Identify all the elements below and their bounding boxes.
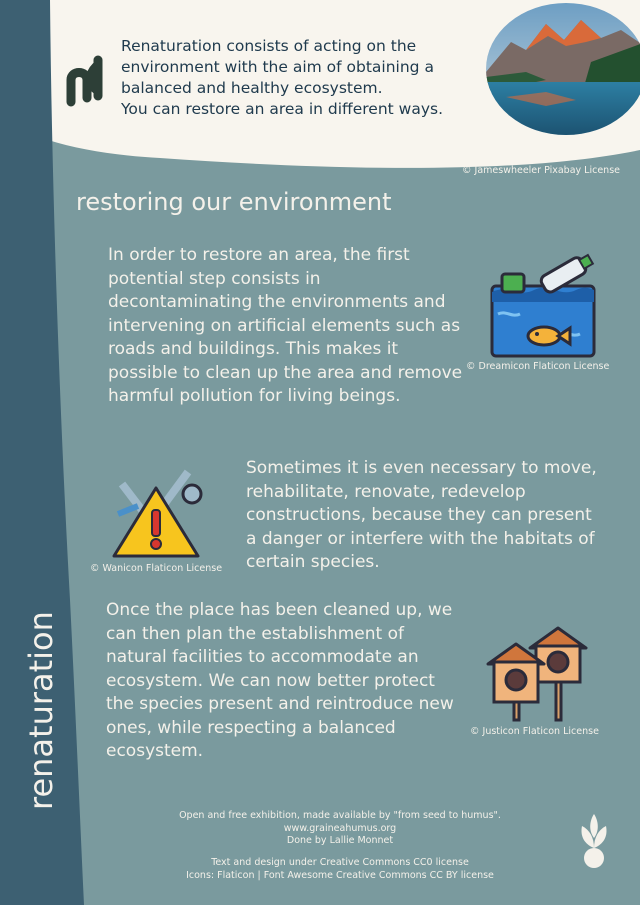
footer-line: Done by Lallie Monnet [286, 835, 394, 846]
logo-icon [62, 50, 112, 108]
paragraph-line: can then plan the establishment of [106, 623, 404, 644]
footer-line: www.graineahumus.org [283, 822, 397, 834]
paragraph-line: certain species. [246, 552, 380, 572]
lake-photo [486, 2, 640, 136]
icon-credit: © Justicon Flaticon License [470, 726, 599, 737]
footer-line: Text and design under Creative Commons CC0 license [211, 857, 469, 868]
paragraph-line: In order to restore an area, the first [108, 245, 410, 265]
paragraph-line: harmful pollution for living beings. [108, 386, 401, 406]
footer-credits [130, 810, 550, 848]
paragraph-line: ones, while respecting a balanced [106, 717, 396, 738]
intro-line: Renaturation consists of acting on the [121, 37, 417, 55]
paragraph-line: rehabilitate, renovate, redevelop [246, 481, 526, 502]
section-title: restoring our environment [76, 188, 392, 216]
footer-line: Icons: Flaticon | Font Awesome Creative Commons CC BY license [186, 869, 494, 881]
paragraph-line: intervening on artificial elements such as [108, 315, 461, 336]
paragraph-line: Once the place has been cleaned up, we [106, 600, 453, 620]
warning-tools-icon [108, 464, 206, 560]
paragraph-natural-facilities [106, 599, 476, 764]
icon-credit: © Dreamicon Flaticon License [466, 361, 610, 372]
paragraph-line: ecosystem. [106, 741, 204, 761]
intro-line: environment with the aim of obtaining a [121, 58, 434, 76]
paragraph-line: ecosystem. We can now better protect [106, 670, 435, 691]
icon-credit: © Wanicon Flaticon License [90, 563, 223, 574]
paragraph-line: Sometimes it is even necessary to move, [246, 458, 597, 478]
paragraph-rehabilitation [246, 457, 616, 575]
polluted-water-icon [488, 252, 598, 360]
sidebar-title: renaturation [22, 611, 60, 810]
birdhouses-icon [486, 624, 588, 722]
intro-line: balanced and healthy ecosystem. [121, 79, 383, 97]
paragraph-line: constructions, because they can present [246, 505, 592, 525]
intro-line: You can restore an area in different ways. [121, 100, 444, 118]
paragraph-line: possible to clean up the area and remove [108, 362, 463, 383]
paragraph-line: roads and buildings. This makes it [108, 339, 399, 359]
intro-text [121, 36, 471, 120]
paragraph-decontamination [108, 244, 468, 409]
seedling-icon [574, 812, 614, 870]
footer-license [130, 857, 550, 882]
footer-line: Open and free exhibition, made available by "from seed to humus". [179, 810, 501, 821]
paragraph-line: decontaminating the environments and [108, 292, 446, 312]
paragraph-line: potential step consists in [108, 268, 321, 289]
paragraph-line: the species present and reintroduce new [106, 694, 454, 714]
paragraph-line: a danger or interfere with the habitats of [246, 528, 595, 549]
photo-credit: © Jameswheeler Pixabay License [462, 165, 620, 176]
paragraph-line: natural facilities to accommodate an [106, 647, 419, 667]
